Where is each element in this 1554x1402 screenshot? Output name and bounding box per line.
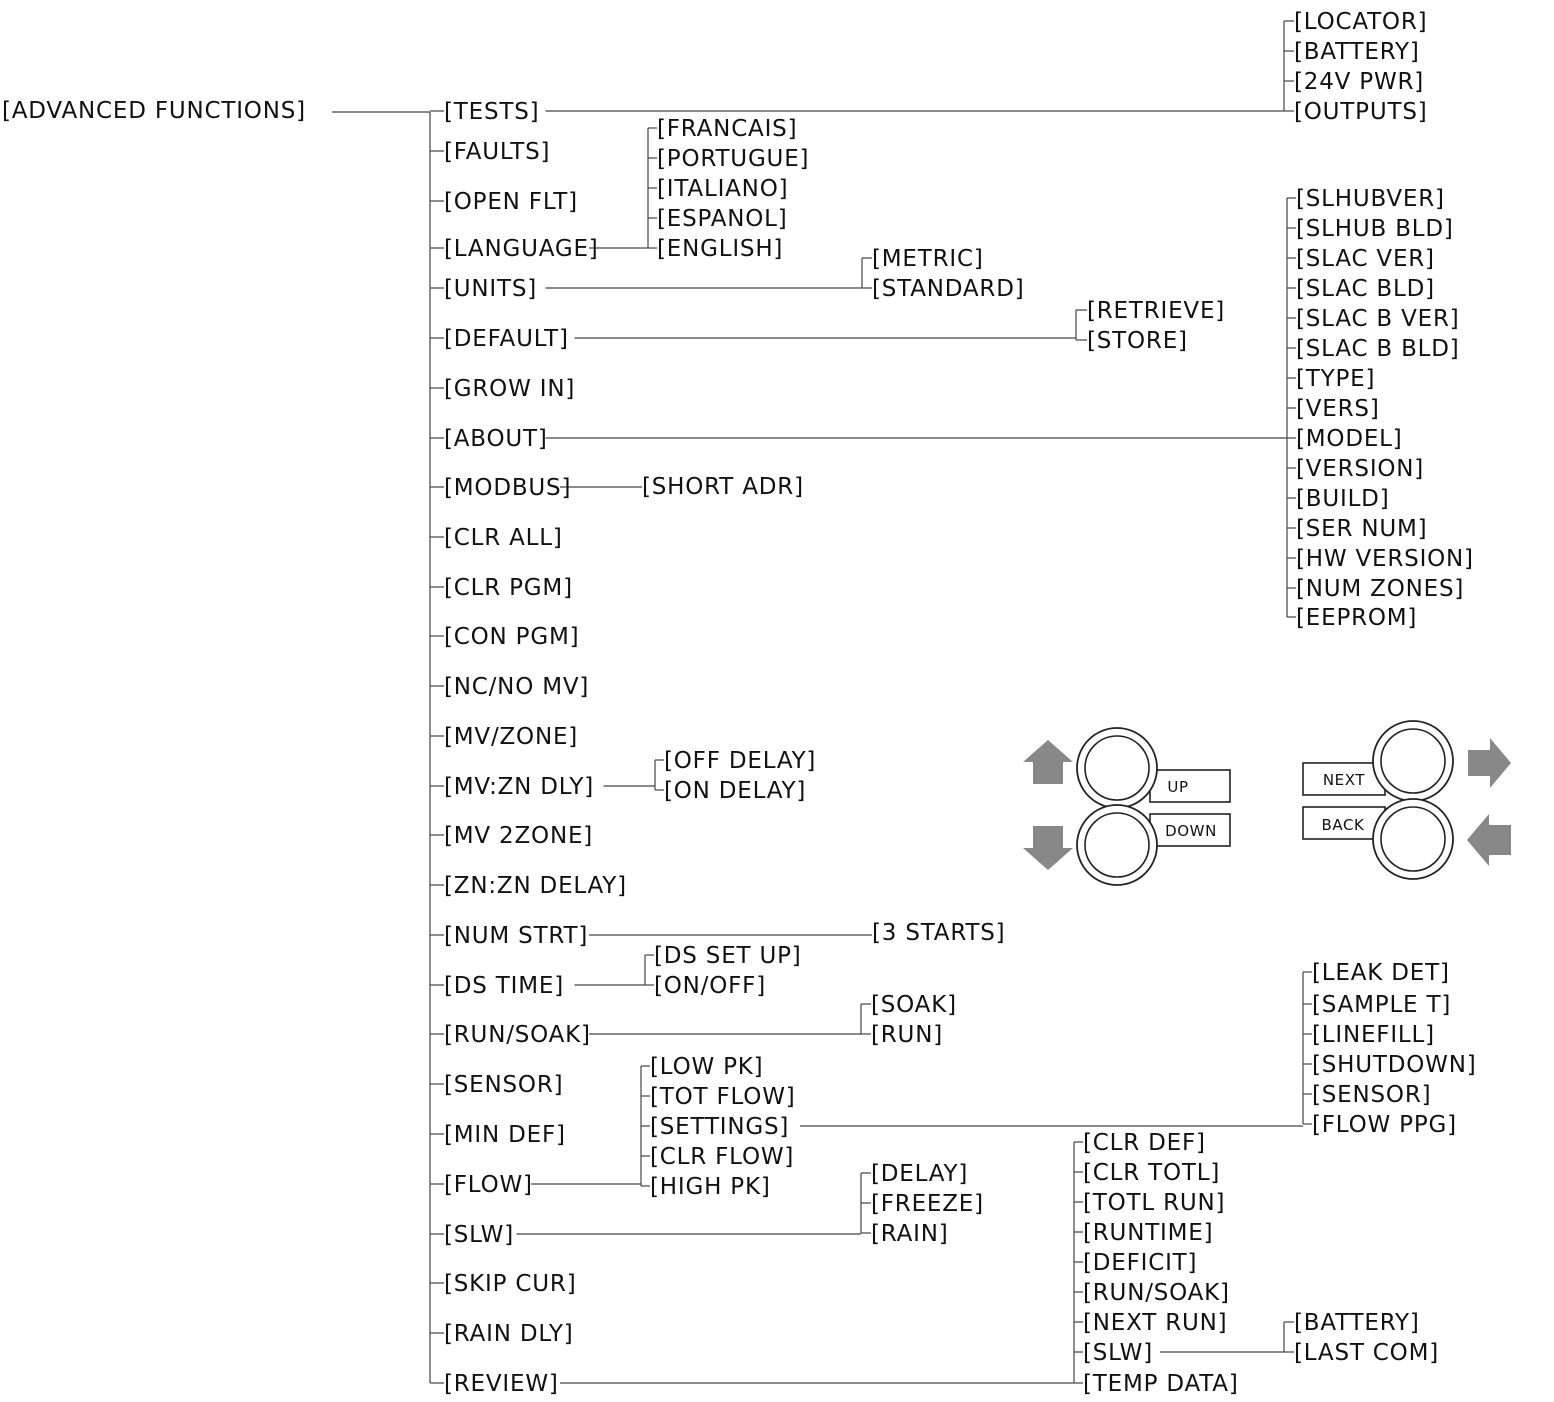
submenu-item-metric[interactable]: [METRIC] [872,246,984,272]
up-arrow-icon [1023,740,1073,784]
submenu-item-next-run[interactable]: [NEXT RUN] [1083,1310,1228,1336]
submenu-item-build[interactable]: [BUILD] [1296,486,1390,512]
menu-item-faults[interactable]: [FAULTS] [444,139,551,165]
menu-item-clr-pgm[interactable]: [CLR PGM] [444,575,573,601]
menu-item-mv-zn-dly[interactable]: [MV:ZN DLY] [444,774,594,800]
submenu-item-freeze[interactable]: [FREEZE] [871,1191,984,1217]
submenu-item-slac-ver[interactable]: [SLAC VER] [1296,246,1435,272]
left-arrow-icon [1467,814,1511,866]
settings-item-shutdown[interactable]: [SHUTDOWN] [1312,1052,1477,1078]
submenu-item-short-adr[interactable]: [SHORT ADR] [642,474,804,500]
submenu-item-english[interactable]: [ENGLISH] [657,236,784,262]
submenu-item-type[interactable]: [TYPE] [1296,366,1376,392]
submenu-item-24v-pwr[interactable]: [24V PWR] [1294,69,1425,95]
submenu-item-store[interactable]: [STORE] [1087,328,1188,354]
submenu-item-num-zones[interactable]: [NUM ZONES] [1296,576,1465,602]
menu-item-skip-cur[interactable]: [SKIP CUR] [444,1271,577,1297]
menu-item-slw[interactable]: [SLW] [444,1222,514,1248]
menu-item-open-flt[interactable]: [OPEN FLT] [444,189,578,215]
submenu-item-clr-def[interactable]: [CLR DEF] [1083,1130,1206,1156]
submenu-item-3-starts[interactable]: [3 STARTS] [872,920,1006,946]
down-arrow-icon [1023,826,1073,870]
submenu-item-low-pk[interactable]: [LOW PK] [650,1054,764,1080]
menu-item-mv-zone[interactable]: [MV/ZONE] [444,724,579,750]
menu-item-modbus[interactable]: [MODBUS] [444,475,572,501]
menu-item-default[interactable]: [DEFAULT] [444,326,569,352]
settings-item-sensor[interactable]: [SENSOR] [1312,1082,1432,1108]
submenu-item-soak[interactable]: [SOAK] [871,992,957,1018]
submenu-item-italiano[interactable]: [ITALIANO] [657,176,789,202]
menu-item-run-soak[interactable]: [RUN/SOAK] [444,1022,591,1048]
submenu-item-ds-set-up[interactable]: [DS SET UP] [654,943,802,969]
settings-item-sample-t[interactable]: [SAMPLE T] [1312,992,1452,1018]
submenu-item-run[interactable]: [RUN] [871,1022,943,1048]
submenu-item-version[interactable]: [VERSION] [1296,456,1425,482]
up-button[interactable] [1077,728,1230,808]
settings-item-flow-ppg[interactable]: [FLOW PPG] [1312,1112,1457,1138]
menu-item-mv-2zone[interactable]: [MV 2ZONE] [444,823,594,849]
menu-item-language[interactable]: [LANGUAGE] [444,236,599,262]
menu-item-tests[interactable]: [TESTS] [444,99,540,125]
menu-item-num-strt[interactable]: [NUM STRT] [444,923,589,949]
submenu-item-retrieve[interactable]: [RETRIEVE] [1087,298,1226,324]
submenu-item-ser-num[interactable]: [SER NUM] [1296,516,1428,542]
submenu-item-high-pk[interactable]: [HIGH PK] [650,1174,771,1200]
submenu-item-francais[interactable]: [FRANCAIS] [657,116,798,142]
submenu-item-model[interactable]: [MODEL] [1296,426,1403,452]
submenu-item-settings[interactable]: [SETTINGS] [650,1114,790,1140]
submenu-item-tot-flow[interactable]: [TOT FLOW] [650,1084,796,1110]
down-button[interactable] [1077,805,1230,885]
submenu-item-outputs[interactable]: [OUTPUTS] [1294,99,1428,125]
menu-item-flow[interactable]: [FLOW] [444,1172,533,1198]
settings-item-linefill[interactable]: [LINEFILL] [1312,1022,1435,1048]
menu-labels [2,9,1477,1397]
submenu-item-delay[interactable]: [DELAY] [871,1161,969,1187]
submenu-item-on-off[interactable]: [ON/OFF] [654,973,766,999]
right-arrow-icon [1468,738,1511,788]
submenu-item-slw[interactable]: [SLW] [1083,1340,1153,1366]
settings-item-leak-det[interactable]: [LEAK DET] [1312,960,1450,986]
submenu-item-on-delay[interactable]: [ON DELAY] [664,778,807,804]
menu-item-con-pgm[interactable]: [CON PGM] [444,624,580,650]
menu-item-min-def[interactable]: [MIN DEF] [444,1122,566,1148]
submenu-item-slhub-bld[interactable]: [SLHUB BLD] [1296,216,1454,242]
menu-item-units[interactable]: [UNITS] [444,276,538,302]
menu-item-about[interactable]: [ABOUT] [444,426,548,452]
submenu-item-battery[interactable]: [BATTERY] [1294,39,1420,65]
button-panel [1023,721,1511,885]
menu-item-review[interactable]: [REVIEW] [444,1371,559,1397]
submenu-item-slac-bld[interactable]: [SLAC BLD] [1296,276,1435,302]
next-button-label: NEXT [1322,771,1366,789]
down-button-label: DOWN [1165,822,1217,840]
submenu-item-run-soak[interactable]: [RUN/SOAK] [1083,1280,1230,1306]
submenu-item-eeprom[interactable]: [EEPROM] [1296,605,1418,631]
submenu-item-totl-run[interactable]: [TOTL RUN] [1083,1190,1226,1216]
submenu-item-temp-data[interactable]: [TEMP DATA] [1083,1371,1239,1397]
review-slw-item-battery[interactable]: [BATTERY] [1294,1310,1420,1336]
submenu-item-hw-version[interactable]: [HW VERSION] [1296,546,1474,572]
menu-root-advanced-functions[interactable]: [ADVANCED FUNCTIONS] [2,98,306,124]
menu-item-zn-zn-delay[interactable]: [ZN:ZN DELAY] [444,873,627,899]
submenu-item-rain[interactable]: [RAIN] [871,1221,949,1247]
menu-item-grow-in[interactable]: [GROW IN] [444,376,576,402]
submenu-item-slac-b-ver[interactable]: [SLAC B VER] [1296,306,1460,332]
menu-item-clr-all[interactable]: [CLR ALL] [444,525,563,551]
back-button-label: BACK [1321,816,1365,834]
back-button[interactable] [1303,799,1453,879]
submenu-item-standard[interactable]: [STANDARD] [872,276,1025,302]
submenu-item-clr-flow[interactable]: [CLR FLOW] [650,1144,795,1170]
next-button[interactable] [1303,721,1453,801]
submenu-item-slac-b-bld[interactable]: [SLAC B BLD] [1296,336,1460,362]
submenu-item-off-delay[interactable]: [OFF DELAY] [664,748,817,774]
submenu-item-vers[interactable]: [VERS] [1296,396,1380,422]
menu-item-rain-dly[interactable]: [RAIN DLY] [444,1321,574,1347]
submenu-item-espanol[interactable]: [ESPANOL] [657,206,788,232]
menu-item-ds-time[interactable]: [DS TIME] [444,973,564,999]
submenu-item-portugue[interactable]: [PORTUGUE] [657,146,810,172]
menu-item-nc-no-mv[interactable]: [NC/NO MV] [444,674,590,700]
up-button-label: UP [1167,778,1189,796]
submenu-item-locator[interactable]: [LOCATOR] [1294,9,1428,35]
submenu-item-runtime[interactable]: [RUNTIME] [1083,1220,1214,1246]
menu-item-sensor[interactable]: [SENSOR] [444,1072,564,1098]
review-slw-item-last-com[interactable]: [LAST COM] [1294,1340,1439,1366]
submenu-item-clr-totl[interactable]: [CLR TOTL] [1083,1160,1221,1186]
submenu-item-slhubver[interactable]: [SLHUBVER] [1296,186,1445,212]
submenu-item-deficit[interactable]: [DEFICIT] [1083,1250,1198,1276]
